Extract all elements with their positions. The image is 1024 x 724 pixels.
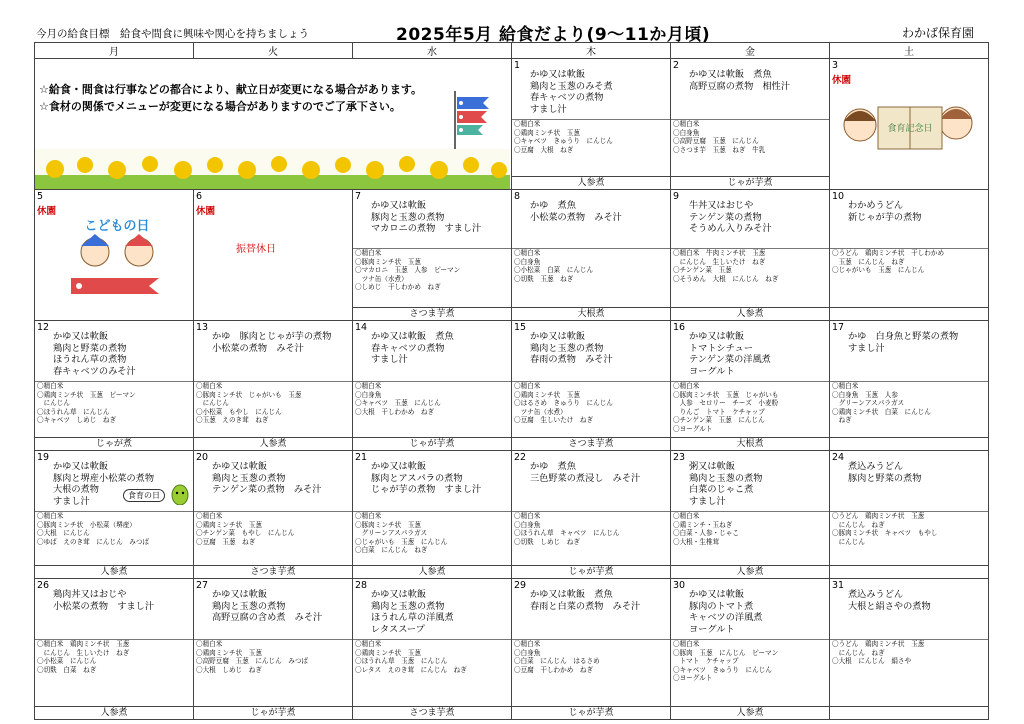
day-cell-9	[671, 190, 830, 321]
day-menu: 煮込みうどん 豚肉と野菜の煮物	[848, 461, 922, 484]
day-cell-31	[830, 579, 989, 720]
day-cell-28	[353, 579, 512, 720]
day-cell-6	[194, 190, 353, 321]
day-snack: さつま芋煮	[353, 307, 511, 320]
day-ingredients: 〇精白米 〇鶏ミンチ・玉ねぎ 〇白菜・人参・じゃこ 〇大根・生椎茸	[671, 511, 829, 546]
monthly-goal: 今月の給食目標 給食や間食に興味や関心を持ちましょう	[36, 28, 309, 40]
week-row	[35, 451, 989, 579]
day-snack: 人参煮	[35, 565, 193, 578]
day-number: 16	[673, 322, 686, 333]
day-number: 30	[673, 580, 686, 591]
weekday-wed: 水	[353, 43, 512, 59]
day-ingredients: 〇精白米 〇豚肉ミンチ状 玉葱 じゃがいも 人参 セロリー チーズ 小麦粉 りんご トマト ケチャップ 〇チンゲン菜 玉葱 にんじん 〇ヨーグルト	[671, 381, 829, 434]
day-cell-7	[353, 190, 512, 321]
childrens-day-icon	[63, 216, 173, 298]
day-number: 26	[37, 580, 50, 591]
children-with-book-icon	[838, 93, 978, 157]
weekday-thu: 木	[512, 43, 671, 59]
day-number: 19	[37, 452, 50, 463]
day-menu: かゆ又は軟飯 鶏肉と玉葱のみそ煮 春キャベツの煮物 すまし汁	[530, 69, 613, 115]
day-ingredients: 〇精白米 〇鶏肉ミンチ状 玉葱 ピーマン にんじん 〇ほうれん草 にんじん 〇キャベツ しめじ ねぎ	[35, 381, 193, 425]
day-snack: じゃが芋煮	[194, 706, 352, 719]
day-number: 15	[514, 322, 527, 333]
day-ingredients: 〇精白米 〇鶏肉ミンチ状 玉葱 〇ほうれん草 玉葱 にんじん 〇レタス えのき茸 にんじん ねぎ	[353, 639, 511, 674]
weekday-tue: 火	[194, 43, 353, 59]
day-ingredients: 〇精白米 〇白身魚 〇白菜 にんじん はるさめ 〇豆腐 干しわかめ ねぎ	[512, 639, 670, 674]
day-menu: かゆ 白身魚と野菜の煮物 すまし汁	[848, 331, 959, 354]
day-number: 5	[37, 191, 44, 202]
day-menu: かゆ 煮魚 三色野菜の煮浸し みそ汁	[530, 461, 641, 484]
weekday-fri: 金	[671, 43, 830, 59]
day-cell-8	[512, 190, 671, 321]
notice-cell	[35, 59, 512, 190]
day-cell-1	[512, 59, 671, 190]
day-menu: かゆ又は軟飯 豚肉のトマト煮 キャベツの洋風煮 ヨーグルト	[689, 589, 763, 635]
day-cell-22	[512, 451, 671, 579]
day-ingredients: 〇うどん 鶏肉ミンチ状 干しわかめ 玉葱 にんじん ねぎ 〇じゃがいも 玉葱 にんじん	[830, 248, 988, 275]
day-menu: かゆ又は軟飯 鶏肉と玉葱の煮物 高野豆腐の含め煮 みそ汁	[212, 589, 323, 623]
day-snack	[830, 706, 988, 719]
day-snack: さつま芋煮	[353, 706, 511, 719]
weekday-header-row	[35, 43, 989, 59]
day-snack	[830, 565, 988, 578]
day-snack: さつま芋煮	[512, 437, 670, 450]
day-number: 14	[355, 322, 368, 333]
day-ingredients: 〇精白米 〇鶏肉ミンチ状 玉葱 〇キャベツ きゅうり にんじん 〇豆腐 大根 ねぎ	[512, 119, 670, 154]
day-number: 6	[196, 191, 203, 202]
day-snack: じゃが芋煮	[353, 437, 511, 450]
day-menu: 煮込みうどん 大根と絹さやの煮物	[848, 589, 931, 612]
page-header	[0, 0, 1024, 44]
day-ingredients: 〇精白米 鶏肉ミンチ状 玉葱 にんじん 生しいたけ ねぎ 〇小松菜 にんじん 〇切麩 白菜 ねぎ	[35, 639, 193, 674]
day-snack: 人参煮	[671, 565, 829, 578]
day-number: 8	[514, 191, 521, 202]
day-cell-17	[830, 321, 989, 451]
day-menu: かゆ 煮魚 小松菜の煮物 みそ汁	[530, 200, 622, 223]
food-education-day-badge: 食育の日	[123, 489, 165, 502]
day-cell-14	[353, 321, 512, 451]
day-number: 29	[514, 580, 527, 591]
day-ingredients: 〇うどん 鶏肉ミンチ状 玉葱 にんじん ねぎ 〇豚肉ミンチ状 キャベツ もやし にんじん	[830, 511, 988, 546]
day-cell-2	[671, 59, 830, 190]
day-menu: かゆ又は軟飯 豚肉と玉葱の煮物 マカロニの煮物 すまし汁	[371, 200, 482, 234]
day-number: 27	[196, 580, 209, 591]
day-cell-26	[35, 579, 194, 720]
day-number: 17	[832, 322, 845, 333]
day-cell-10	[830, 190, 989, 321]
day-number: 23	[673, 452, 686, 463]
day-number: 12	[37, 322, 50, 333]
day-ingredients: 〇精白米 〇鶏肉ミンチ状 玉葱 〇はるさめ きゅうり にんじん ツナ缶（水煮） 〇豆腐 生しいたけ ねぎ	[512, 381, 670, 425]
day-number: 7	[355, 191, 362, 202]
day-snack: じゃが芋煮	[512, 565, 670, 578]
notice-line-2: ☆食材の関係でメニューが変更になる場合がありますのでご了承下さい。	[39, 100, 401, 113]
day-snack: 人参煮	[353, 565, 511, 578]
day-number: 21	[355, 452, 368, 463]
day-number: 31	[832, 580, 845, 591]
day-menu: かゆ又は軟飯 鶏肉と野菜の煮物 ほうれん草の煮物 春キャベツのみそ汁	[53, 331, 136, 377]
day-ingredients: 〇精白米 〇白身魚 〇高野豆腐 玉葱 にんじん 〇さつま芋 玉葱 ねぎ 牛乳	[671, 119, 829, 154]
day-number: 2	[673, 60, 680, 71]
day-ingredients: 〇精白米 〇豚肉 玉葱 にんじん ピーマン トマト ケチャップ 〇キャベツ きゅうり にんじん 〇ヨーグルト	[671, 639, 829, 683]
day-number: 22	[514, 452, 527, 463]
day-ingredients: 〇精白米 〇白身魚 〇キャベツ 玉葱 にんじん 〇大根 干しわかめ ねぎ	[353, 381, 511, 416]
day-snack: じゃが芋煮	[512, 706, 670, 719]
closed-label: 休園	[37, 206, 57, 217]
day-ingredients: 〇うどん 鶏肉ミンチ状 玉葱 にんじん ねぎ 〇大根 にんじん 絹さや	[830, 639, 988, 666]
day-snack: 人参煮	[512, 176, 670, 189]
day-menu: かゆ又は軟飯 煮魚 春キャベツの煮物 すまし汁	[371, 331, 454, 365]
day-cell-13	[194, 321, 353, 451]
day-number: 9	[673, 191, 680, 202]
day-number: 20	[196, 452, 209, 463]
day-snack	[830, 307, 988, 320]
day-ingredients: 〇精白米 〇白身魚 玉葱 人参 グリーンアスパラガス 〇鶏肉ミンチ状 白菜 にんじん ねぎ	[830, 381, 988, 425]
day-cell-16	[671, 321, 830, 451]
carp-streamer-icon	[449, 89, 495, 153]
day-ingredients: 〇精白米 〇鶏肉ミンチ状 玉葱 〇チンゲン菜 もやし にんじん 〇豆腐 玉葱 ねぎ	[194, 511, 352, 546]
day-snack: 人参煮	[671, 307, 829, 320]
week-row	[35, 579, 989, 720]
day-ingredients: 〇精白米 〇鶏肉ミンチ状 玉葱 〇高野豆腐 玉葱 にんじん みつば 〇大根 しめじ ねぎ	[194, 639, 352, 674]
week-row	[35, 190, 989, 321]
day-number: 10	[832, 191, 845, 202]
day-menu: 牛丼又はおじや テンゲン菜の煮物 そうめん入りみそ汁	[689, 200, 772, 234]
day-number: 3	[832, 60, 839, 71]
day-ingredients: 〇精白米 〇豚肉ミンチ状 小松菜（堺産） 〇大根 にんじん 〇ゆば えのき茸 にんじん みつば	[35, 511, 193, 546]
weekday-mon: 月	[35, 43, 194, 59]
day-cell-21	[353, 451, 512, 579]
flower-border-icon	[35, 149, 510, 189]
mascot-icon	[171, 483, 189, 505]
pic-caption: 食育記念日	[887, 124, 933, 134]
day-snack: 人参煮	[671, 706, 829, 719]
week-row	[35, 321, 989, 451]
day-menu: かゆ又は軟飯 煮魚 春雨と白菜の煮物 みそ汁	[530, 589, 641, 612]
day-ingredients: 〇精白米 〇白身魚 〇ほうれん草 キャベツ にんじん 〇切麩 しめじ ねぎ	[512, 511, 670, 546]
day-cell-30	[671, 579, 830, 720]
closed-label: 休園	[196, 206, 216, 217]
day-cell-5	[35, 190, 194, 321]
pic-caption: こどもの日	[84, 219, 150, 234]
day-ingredients: 〇精白米 〇豚肉ミンチ状 じゃがいも 玉葱 にんじん 〇小松菜 もやし にんじん 〇玉葱 えのき茸 ねぎ	[194, 381, 352, 425]
day-number: 28	[355, 580, 368, 591]
day-snack: 人参煮	[194, 437, 352, 450]
day-menu: わかめうどん 新じゃが芋の煮物	[848, 200, 922, 223]
day-snack	[830, 437, 988, 450]
day-menu: かゆ 豚肉とじゃが芋の煮物 小松菜の煮物 みそ汁	[212, 331, 332, 354]
page-title: 2025年5月 給食だより(9～11か月頃)	[396, 25, 711, 45]
day-snack: じゃが芋煮	[671, 176, 829, 189]
notice-line-1: ☆給食・間食は行事などの都合により、献立日が変更になる場合があります。	[39, 83, 422, 96]
day-ingredients: 〇精白米 〇豚肉ミンチ状 玉葱 グリーンアスパラガス 〇じゃがいも 玉葱 にんじん 〇白菜 にんじん ねぎ	[353, 511, 511, 555]
day-menu: かゆ又は軟飯 豚肉と堺産小松菜の煮物 大根の煮物 すまし汁	[53, 461, 155, 507]
weekday-sat: 土	[830, 43, 989, 59]
day-cell-24	[830, 451, 989, 579]
day-number: 13	[196, 322, 209, 333]
day-cell-23	[671, 451, 830, 579]
day-snack: じゃが煮	[35, 437, 193, 450]
day-menu: 鶏肉丼又はおじや 小松菜の煮物 すまし汁	[53, 589, 155, 612]
day-menu: かゆ又は軟飯 鶏肉と玉葱の煮物 テンゲン菜の煮物 みそ汁	[212, 461, 322, 495]
day-ingredients: 〇精白米 〇白身魚 〇小松菜 白菜 にんじん 〇切麩 玉葱 ねぎ	[512, 248, 670, 283]
day-number: 1	[514, 60, 521, 71]
day-cell-3	[830, 59, 989, 190]
day-cell-20	[194, 451, 353, 579]
notice-text	[39, 81, 422, 115]
day-menu: かゆ又は軟飯 トマトシチュー テンゲン菜の洋風煮 ヨーグルト	[689, 331, 771, 377]
day-snack: さつま芋煮	[194, 565, 352, 578]
day-menu: かゆ又は軟飯 鶏肉と玉葱の煮物 ほうれん草の洋風煮 レタススープ	[371, 589, 454, 635]
day-ingredients: 〇精白米 牛肉ミンチ状 玉葱 にんじん 生しいたけ ねぎ 〇チンゲン菜 玉葱 〇そうめん 大根 にんじん ねぎ	[671, 248, 829, 283]
day-cell-19	[35, 451, 194, 579]
day-menu: 粥又は軟飯 鶏肉と玉葱の煮物 白菜のじゃこ煮 すまし汁	[689, 461, 763, 507]
day-snack: 大根煮	[671, 437, 829, 450]
day-cell-12	[35, 321, 194, 451]
week-row	[35, 59, 989, 190]
day-snack: 大根煮	[512, 307, 670, 320]
menu-calendar	[34, 42, 989, 720]
day-number: 24	[832, 452, 845, 463]
day-menu: かゆ又は軟飯 鶏肉と玉葱の煮物 春雨の煮物 みそ汁	[530, 331, 613, 365]
day-ingredients: 〇精白米 〇豚肉ミンチ状 玉葱 〇マカロニ 玉葱 人参 ピーマン ツナ缶（水煮） 〇しめじ 干しわかめ ねぎ	[353, 248, 511, 292]
day-menu: かゆ又は軟飯 豚肉とアスパラの煮物 じゃが芋の煮物 すまし汁	[371, 461, 482, 495]
day-cell-29	[512, 579, 671, 720]
day-snack: 人参煮	[35, 706, 193, 719]
school-name: わかば保育園	[902, 26, 975, 40]
closed-label: 休園	[832, 75, 852, 86]
day-menu: かゆ又は軟飯 煮魚 高野豆腐の煮物 相性汁	[689, 69, 791, 92]
day-cell-27	[194, 579, 353, 720]
day-cell-15	[512, 321, 671, 451]
substitute-holiday-label: 振替休日	[236, 244, 276, 255]
